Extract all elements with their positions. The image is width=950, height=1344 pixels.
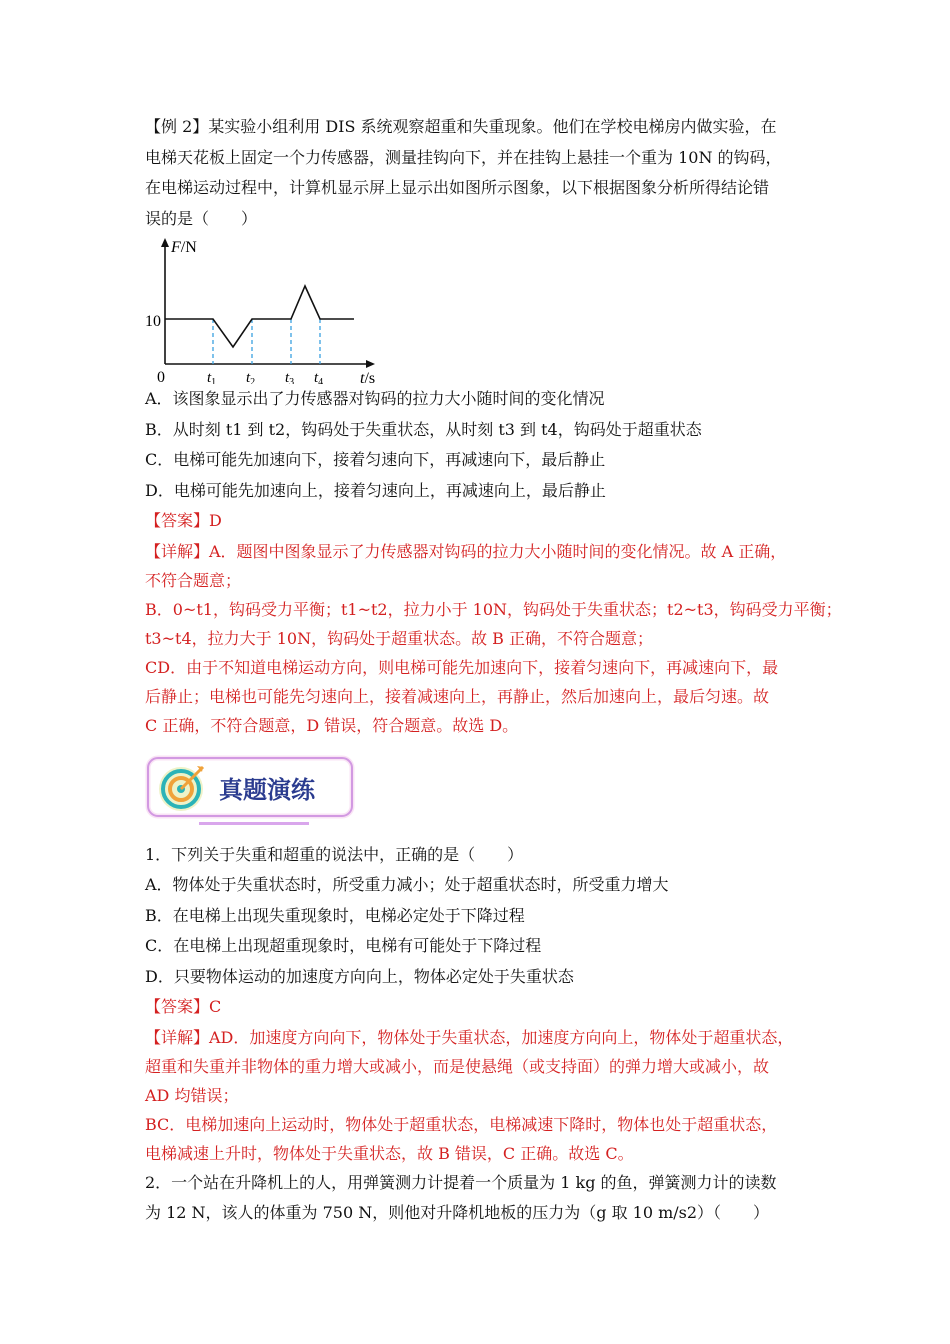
example-explanation-line-3: B．0~t1，钩码受力平衡；t1~t2，拉力小于 10N，钩码处于失重状态；t2~t3，钩码受力平衡； [145,599,842,619]
q2-stem-line-1: 2．一个站在升降机上的人，用弹簧测力计提着一个质量为 1 kg 的鱼，弹簧测力计的读数 [145,1172,777,1192]
x-axis-label: t/s [360,370,376,384]
q1-explanation-line-2: 超重和失重并非物体的重力增大或减小，而是使悬绳（或支持面）的弹力增大或减小，故 [145,1056,770,1076]
example-stem-line-3: 在电梯运动过程中，计算机显示屏上显示出如图所示图象，以下根据图象分析所得结论错 [145,178,770,197]
q1-answer: 【答案】C [145,997,222,1016]
example-option-d: D．电梯可能先加速向上，接着匀速向上，再减速向上，最后静止 [145,480,606,500]
q1-option-d: D．只要物体运动的加速度方向向上，物体必定处于失重状态 [145,966,574,986]
q1-option-c: C．在电梯上出现超重现象时，电梯有可能处于下降过程 [145,936,542,955]
origin-label: 0 [157,369,165,384]
x-tick-t1: $t_1$ [207,370,217,384]
example-explanation-line-7: C 正确，不符合题意，D 错误，符合题意。故选 D。 [145,715,519,735]
banner-underline [199,822,309,825]
x-axis-arrow [366,360,375,368]
example-explanation-line-2: 不符合题意； [145,570,242,590]
example-answer: 【答案】D [145,511,222,530]
example-stem-line-1: 【例 2】某实验小组利用 DIS 系统观察超重和失重现象。他们在学校电梯房内做实验，在 [145,117,777,136]
document-page [145,112,842,1229]
banner-title: 真题演练 [219,775,315,804]
section-banner [145,754,815,830]
q1-option-b: B．在电梯上出现失重现象时，电梯必定处于下降过程 [145,905,525,925]
q1-explanation-line-1: 【详解】AD．加速度方向向下，物体处于失重状态，加速度方向向上，物体处于超重状态， [145,1027,794,1047]
example-explanation-line-6: 后静止；电梯也可能先匀速向上，接着减速向上，再静止，然后加速向上，最后匀速。故 [145,686,770,706]
q1-option-a: A．物体处于失重状态时，所受重力减小；处于超重状态时，所受重力增大 [145,875,669,894]
x-tick-t2: $t_2$ [246,370,256,384]
example-option-a: A．该图象显示出了力传感器对钩码的拉力大小随时间的变化情况 [145,389,605,408]
example-option-b: B．从时刻 t1 到 t2，钩码处于失重状态，从时刻 t3 到 t4，钩码处于超重状态 [145,419,702,439]
example-option-c: C．电梯可能先加速向下，接着匀速向下，再减速向下，最后静止 [145,450,606,469]
y-axis-arrow [161,238,169,247]
y-tick-10: 10 [145,313,161,330]
x-tick-t3: $t_3$ [285,370,295,384]
x-tick-t4: $t_4$ [314,370,324,384]
q2-stem-line-2: 为 12 N，该人的体重为 750 N，则他对升降机地板的压力为（g 取 10 m/s2）（ ） [145,1203,770,1222]
example-explanation-line-1: 【详解】A．题图中图象显示了力传感器对钩码的拉力大小随时间的变化情况。故 A 正确， [145,541,787,561]
q1-explanation-line-5: 电梯减速上升时，物体处于失重状态，故 B 错误，C 正确。故选 C。 [145,1143,634,1163]
q1-explanation-line-3: AD 均错误； [145,1085,239,1105]
example-stem-line-4: 误的是（ ） [145,208,258,228]
example-explanation-line-5: CD．由于不知道电梯运动方向，则电梯可能先加速向下，接着匀速向下，再减速向下，最 [145,657,779,677]
example-explanation-line-4: t3~t4，拉力大于 10N，钩码处于超重状态。故 B 正确，不符合题意； [145,628,654,648]
force-curve [165,286,354,347]
example-stem-line-2: 电梯天花板上固定一个力传感器，测量挂钩向下，并在挂钩上悬挂一个重为 10N 的钩码， [145,147,782,167]
q1-explanation-line-4: BC．电梯加速向上运动时，物体处于超重状态，电梯减速下降时，物体也处于超重状态， [145,1114,778,1134]
force-time-graph [145,236,815,384]
q1-stem: 1．下列关于失重和超重的说法中，正确的是（ ） [145,844,524,864]
y-axis-label: F/N [171,239,197,256]
